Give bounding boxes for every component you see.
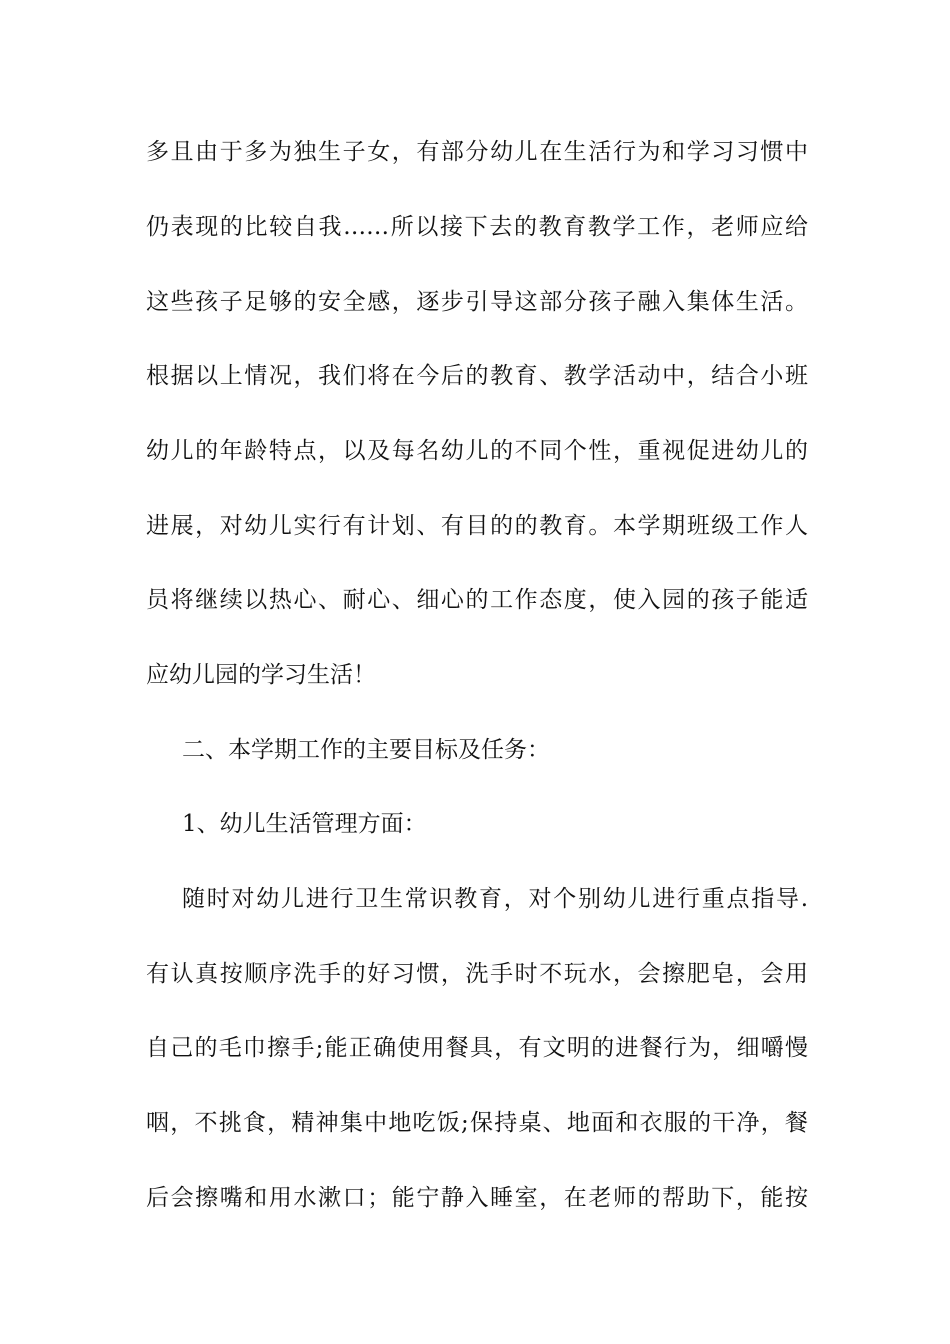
section-heading: 二、本学期工作的主要目标及任务： (182, 737, 550, 763)
paragraph-line: 幼儿的年龄特点，以及每名幼儿的不同个性，重视促进幼儿的 (146, 438, 808, 464)
subsection-heading: 1、幼儿生活管理方面： (182, 811, 427, 837)
paragraph-line: 随时对幼儿进行卫生常识教育，对个别幼儿进行重点指导. (182, 886, 808, 912)
paragraph-line: 有认真按顺序洗手的好习惯，洗手时不玩水，会擦肥皂，会用 (146, 961, 808, 987)
paragraph-line: 应幼儿园的学习生活！ (146, 662, 376, 688)
paragraph-line: 仍表现的比较自我……所以接下去的教育教学工作，老师应给 (146, 214, 808, 240)
paragraph-line: 员将继续以热心、耐心、细心的工作态度，使入园的孩子能适 (146, 587, 808, 613)
paragraph-line: 进展，对幼儿实行有计划、有目的的教育。本学期班级工作人 (146, 513, 808, 539)
paragraph-line: 咽，不挑食，精神集中地吃饭;保持桌、地面和衣服的干净，餐 (146, 1110, 808, 1136)
paragraph-line: 后会擦嘴和用水漱口；能宁静入睡室，在老师的帮助下，能按 (146, 1185, 808, 1211)
paragraph-line: 自己的毛巾擦手;能正确使用餐具，有文明的进餐行为，细嚼慢 (146, 1035, 808, 1061)
paragraph-line: 根据以上情况，我们将在今后的教育、教学活动中，结合小班 (146, 363, 808, 389)
paragraph-line: 多且由于多为独生子女，有部分幼儿在生活行为和学习习惯中 (146, 139, 808, 165)
paragraph-line: 这些孩子足够的安全感，逐步引导这部分孩子融入集体生活。 (146, 289, 808, 315)
